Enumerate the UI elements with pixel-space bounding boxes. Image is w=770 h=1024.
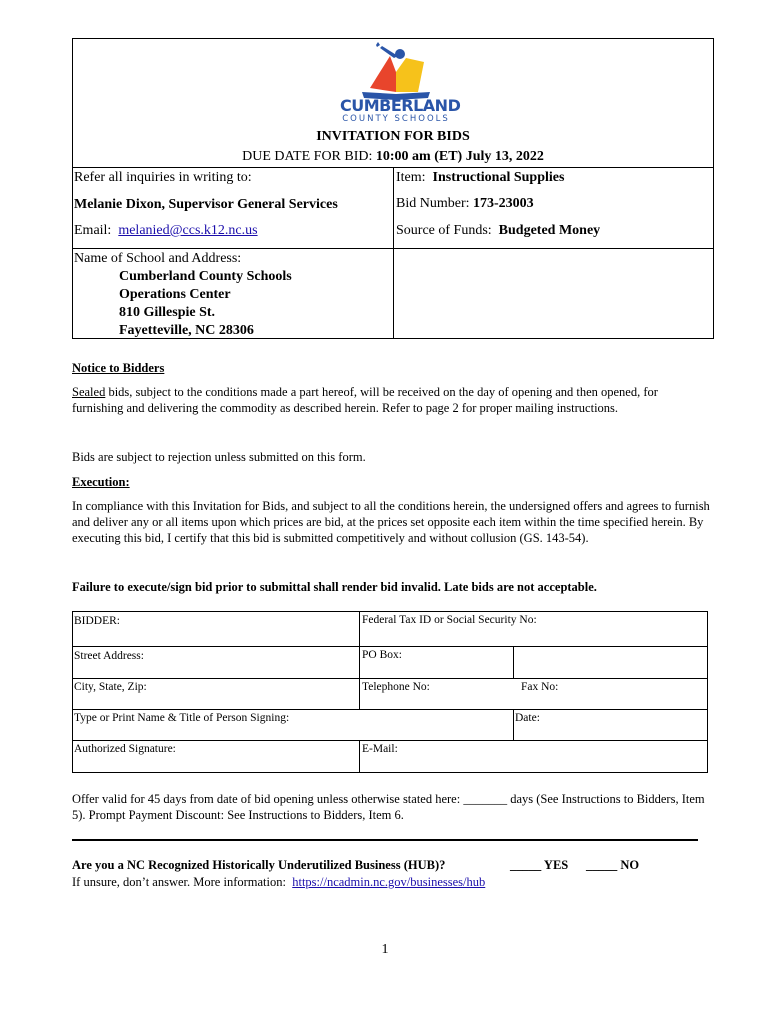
logo-line2: COUNTY SCHOOLS xyxy=(342,114,450,124)
hub-question: Are you a NC Recognized Historically Underutilized Business (HUB)? xyxy=(72,858,446,872)
offer-paragraph: Offer valid for 45 days from date of bid opening unless otherwise stated here: _______ days (See Instructions to Bidders, Item 5). Prompt Payment Discount: See Instructions to Bidders, Item 6. xyxy=(72,792,705,822)
hub-info-row xyxy=(72,875,485,890)
notice-text: bids, subject to the conditions made a part hereof, will be received on the day of opening and then opened, for furnishing and delivering the commodity as described herein. Refer to page 2 for proper mailing instructions. xyxy=(72,385,658,415)
signature-field[interactable]: Authorized Signature: xyxy=(74,743,176,755)
contact-name: Melanie Dixon, Supervisor General Services xyxy=(74,197,338,212)
hub-no-option[interactable]: _____ NO xyxy=(586,858,640,872)
fax-field[interactable]: Fax No: xyxy=(521,681,559,693)
notice-paragraph xyxy=(72,384,712,416)
item-label: Item: xyxy=(396,170,426,185)
address-label: Name of School and Address: xyxy=(74,251,242,266)
print-name-field[interactable]: Type or Print Name & Title of Person Signing: xyxy=(74,712,290,724)
inquiries-label: Refer all inquiries in writing to: xyxy=(74,170,252,185)
hub-info-link[interactable]: https://ncadmin.nc.gov/businesses/hub xyxy=(292,875,486,889)
funds-value: Budgeted Money xyxy=(498,223,601,238)
telephone-field[interactable]: Telephone No: xyxy=(362,681,430,693)
tax-id-field[interactable]: Federal Tax ID or Social Security No: xyxy=(362,614,537,626)
email-label: Email: xyxy=(74,223,112,238)
address-line-2: Operations Center xyxy=(119,287,231,302)
cumberland-logo xyxy=(340,42,461,126)
execution-warning: Failure to execute/sign bid prior to submittal shall render bid invalid. Late bids are not acceptable. xyxy=(72,580,597,594)
address-line-1: Cumberland County Schools xyxy=(119,269,292,284)
date-field[interactable]: Date: xyxy=(515,712,540,724)
due-value: 10:00 am (ET) July 13, 2022 xyxy=(375,149,544,164)
funds-row xyxy=(396,223,600,239)
email-row xyxy=(74,223,258,239)
bidder-field[interactable]: BIDDER: xyxy=(74,615,120,627)
address-line-3: 810 Gillespie St. xyxy=(119,305,216,320)
item-row xyxy=(396,170,564,186)
address-line-4: Fayetteville, NC 28306 xyxy=(119,323,254,338)
rejection-notice: Bids are subject to rejection unless submitted on this form. xyxy=(72,450,366,464)
header-column-divider xyxy=(393,167,394,339)
horizontal-rule xyxy=(72,839,698,841)
execution-heading: Execution: xyxy=(72,475,130,489)
due-label: DUE DATE FOR BID: xyxy=(242,149,373,164)
bid-number-value: 173-23003 xyxy=(473,196,534,211)
street-address-field[interactable]: Street Address: xyxy=(74,650,144,662)
item-value: Instructional Supplies xyxy=(432,170,565,185)
page-number: 1 xyxy=(381,942,389,957)
hub-yes-option[interactable]: _____ YES xyxy=(510,858,569,872)
form-email-field[interactable]: E-Mail: xyxy=(362,743,398,755)
document-title: INVITATION FOR BIDS xyxy=(316,129,470,144)
execution-paragraph: In compliance with this Invitation for Bids, and subject to all the conditions herein, the undersigned offers and agrees to furnish and deliver any or all items upon which prices are bid, at the prices set opposite each item within the time specified herein. By executing this bid, I certify that this bid is submitted competitively and without collusion (GS. 143-54). xyxy=(72,499,710,545)
bid-number-label: Bid Number: xyxy=(396,196,470,211)
email-link[interactable]: melanied@ccs.k12.nc.us xyxy=(118,223,258,238)
city-state-zip-field[interactable]: City, State, Zip: xyxy=(74,681,147,693)
po-box-field[interactable]: PO Box: xyxy=(362,649,402,661)
sealed-word: Sealed xyxy=(72,385,106,399)
funds-label: Source of Funds: xyxy=(396,223,492,238)
logo-line1: CUMBERLAND xyxy=(340,96,461,115)
bid-number-row xyxy=(396,196,534,212)
notice-heading: Notice to Bidders xyxy=(72,361,165,375)
hub-unsure-text: If unsure, don’t answer. More information: xyxy=(72,875,286,889)
due-date xyxy=(72,149,714,165)
